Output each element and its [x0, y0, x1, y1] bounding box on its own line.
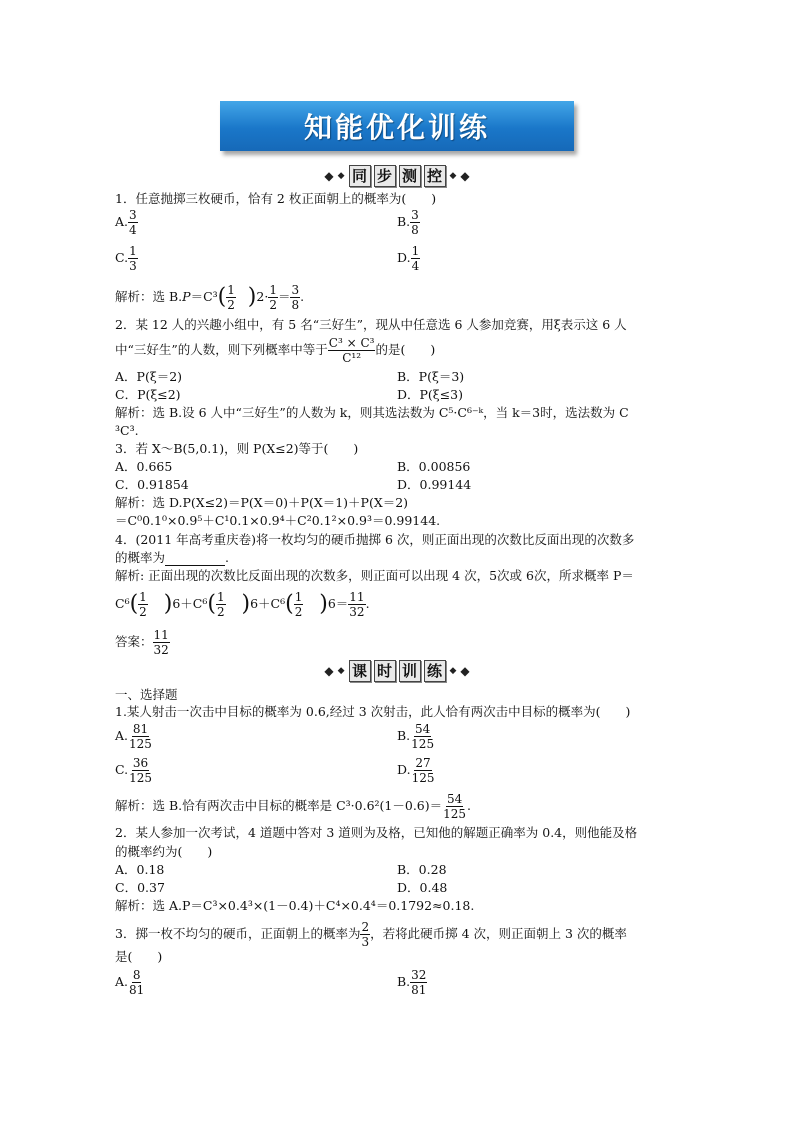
solution-cont: ³C³.	[115, 423, 139, 438]
banner-title: 知能优化训练	[303, 111, 490, 144]
question-stem: 3．若 X～B(5,0.1)，则 P(X≤2)等于( )	[115, 441, 359, 456]
option-c: C．0.37	[115, 880, 165, 895]
solution-cont: C⁶( $\frac{1}{2}$ )6＋C⁶( $\frac{1}{2}$ )6＋C⁶( $\frac{1}{2}$ )6＝ $\frac{11}{32}$ .	[115, 590, 370, 619]
option-c: C．P(ξ≤2)	[115, 387, 181, 402]
question-stem: 1.某人射击一次击中目标的概率为 0.6,经过 3 次射击，此人恰有两次击中目标的概率为( )	[115, 704, 631, 719]
answer: 答案： $\frac{11}{32}$	[115, 628, 169, 657]
diamond-icon: ◆	[324, 169, 334, 183]
question-stem-cont: 是( )	[115, 949, 163, 964]
option-b: B．0.00856	[397, 459, 471, 474]
question-stem-cont: 中“三好生”的人数，则下列概率中等于 $\frac{\text{C³ × C³}}{\text{C¹²}}$ 的是( )	[115, 336, 436, 365]
option-c: C. $\frac{1}{3}$	[115, 244, 137, 273]
diamond-icon: ◆	[337, 171, 345, 181]
option-a: A．0.665	[115, 459, 173, 474]
question-stem: 2．某人参加一次考试，4 道题中答对 3 道则为及格，已知他的解题正确率为 0.4，则他能及格	[115, 825, 638, 840]
diamond-icon: ◆	[460, 169, 470, 183]
diamond-icon: ◆	[337, 666, 345, 676]
solution: 解析：选 B.恰有两次击中目标的概率是 C³·0.6²(1－0.6)＝ $\frac{54}{125}$ .	[115, 792, 472, 821]
solution-cont: ＝C⁰0.1⁰×0.9⁵＋C¹0.1×0.9⁴＋C²0.1²×0.9³＝0.99144.	[115, 513, 441, 528]
question-stem-cont: 的概率为 .	[115, 550, 229, 565]
title-banner	[220, 101, 574, 151]
question-stem: 2．某 12 人的兴趣小组中，有 5 名“三好生”，现从中任意选 6 人参加竞赛，用ξ表示这 6 人	[115, 317, 627, 332]
question-stem: 1．任意抛掷三枚硬币，恰有 2 枚正面朝上的概率为( )	[115, 191, 437, 206]
diamond-icon: ◆	[449, 666, 457, 676]
option-a: A. $\frac{3}{4}$	[115, 208, 137, 237]
section-header-sync	[0, 165, 794, 187]
answer-blank	[165, 553, 225, 566]
diamond-icon: ◆	[324, 664, 334, 678]
option-b: B. $\frac{3}{8}$	[397, 208, 419, 237]
question-stem-cont: 的概率约为( )	[115, 844, 213, 859]
option-b: B. $\frac{54}{125}$	[397, 722, 435, 751]
option-a: A. $\frac{81}{125}$	[115, 722, 152, 751]
option-c: C. $\frac{36}{125}$	[115, 756, 152, 785]
option-d: D. $\frac{1}{4}$	[397, 244, 420, 273]
section-title: 课 时 训 练	[349, 660, 446, 682]
option-d: D．0.48	[397, 880, 448, 895]
option-d: D．P(ξ≤3)	[397, 387, 463, 402]
solution: 解析: 正面出现的次数比反面出现的次数多，则正面可以出现 4 次，5次或 6次，所求概率 P＝	[115, 568, 634, 583]
section-header-lesson	[0, 660, 794, 682]
option-d: D. $\frac{27}{125}$	[397, 756, 435, 785]
diamond-icon: ◆	[460, 664, 470, 678]
question-stem: 3．掷一枚不均匀的硬币，正面朝上的概率为 $\frac{2}{3}$ ，若将此硬币掷 4 次，则正面朝上 3 次的概率	[115, 920, 627, 949]
solution: 解析：选 B.P＝C³( $\frac{1}{2}$ )2· $\frac{1}{2}$ ＝ $\frac{3}{8}$ .	[115, 283, 305, 312]
option-b: B. $\frac{32}{81}$	[397, 968, 427, 997]
option-b: B．0.28	[397, 862, 447, 877]
option-b: B．P(ξ＝3)	[397, 369, 465, 384]
section-title: 同 步 测 控	[349, 165, 446, 187]
question-stem: 4．(2011 年高考重庆卷)将一枚均匀的硬币抛掷 6 次，则正面出现的次数比反面出现的次数多	[115, 532, 635, 547]
option-c: C．0.91854	[115, 477, 189, 492]
option-a: A．0.18	[115, 862, 165, 877]
solution: 解析：选 D.P(X≤2)＝P(X＝0)＋P(X＝1)＋P(X＝2)	[115, 495, 409, 510]
diamond-icon: ◆	[449, 171, 457, 181]
option-a: A. $\frac{8}{81}$	[115, 968, 145, 997]
solution: 解析：选 A.P＝C³×0.4³×(1－0.4)＋C⁴×0.4⁴＝0.1792≈0.18.	[115, 898, 475, 913]
option-a: A．P(ξ＝2)	[115, 369, 183, 384]
option-d: D．0.99144	[397, 477, 472, 492]
part-heading: 一、选择题	[115, 687, 178, 702]
solution: 解析：选 B.设 6 人中“三好生”的人数为 k，则其选法数为 C⁵·C⁶⁻ᵏ，当 k＝3时，选法数为 C	[115, 405, 629, 420]
